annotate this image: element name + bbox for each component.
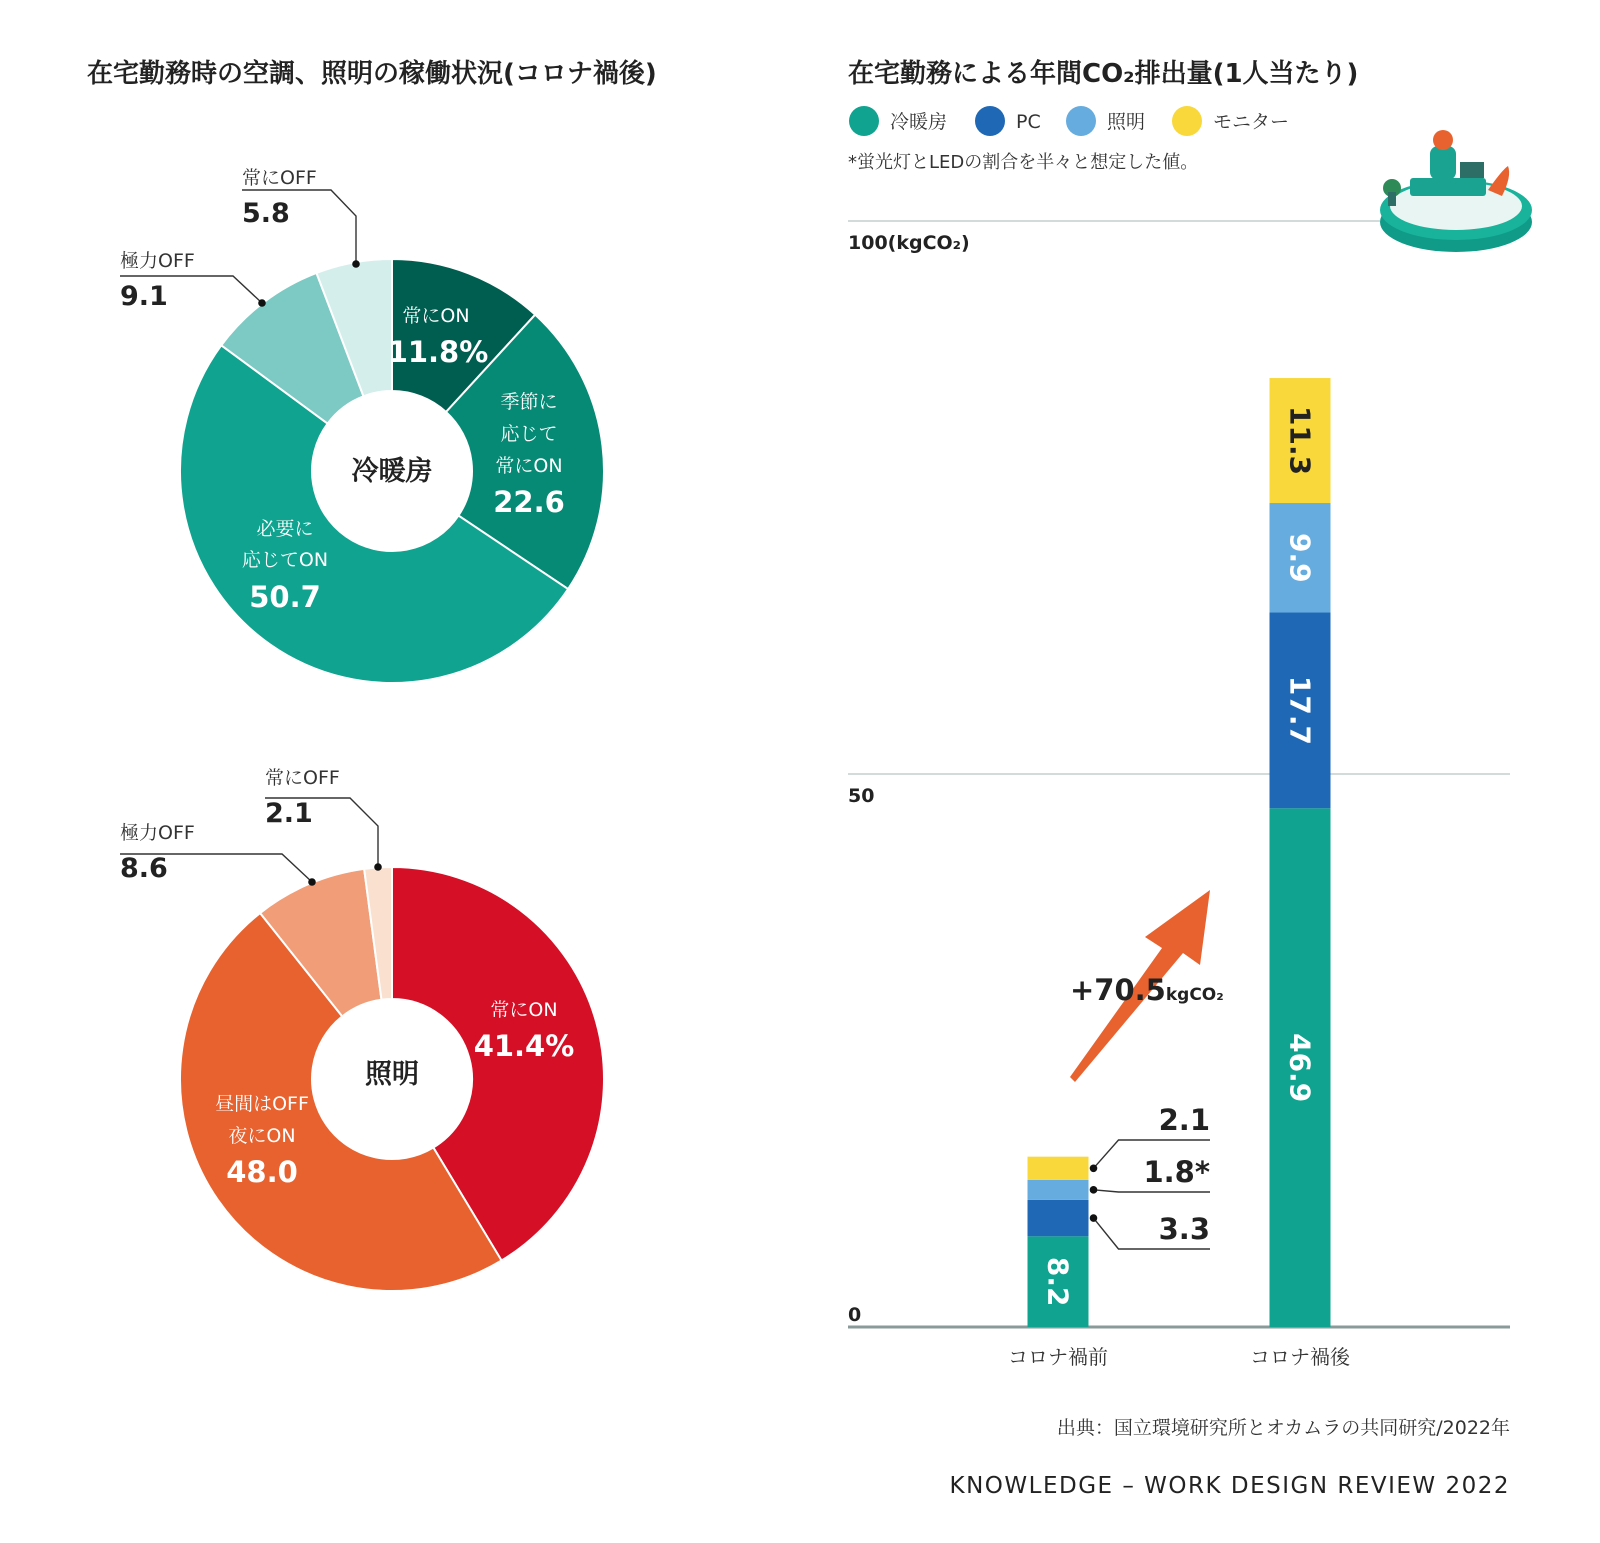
- hvac-center-label: 冷暖房: [351, 456, 433, 487]
- hvac-callout-always-off: [242, 167, 360, 268]
- legend-swatch-hvac: [849, 106, 879, 136]
- callout-label: 常にOFF: [265, 767, 340, 789]
- left-chart-title: 在宅勤務時の空調、照明の稼働状況(コロナ禍後): [87, 59, 657, 89]
- increase-value: [1070, 973, 1224, 1007]
- slice-label-text: 常にON: [402, 305, 470, 327]
- light-callout-mostly-off: [120, 822, 316, 886]
- light-slice-label-night-on: [215, 1093, 309, 1189]
- hvac-callout-mostly-off: [120, 250, 266, 312]
- legend-label-pc: PC: [1016, 111, 1041, 133]
- co2-bar-chart: [848, 221, 1510, 1369]
- y-tick-label: 100(kgCO₂): [848, 232, 970, 254]
- legend: [849, 106, 1289, 136]
- callout-dot: [374, 863, 382, 871]
- callout-value: 5.8: [242, 198, 290, 229]
- bar-segment: [1028, 1157, 1089, 1180]
- callout-dot: [352, 260, 360, 268]
- slice-value-text: 50.7: [249, 580, 321, 614]
- slice-value-text: 22.6: [493, 485, 565, 519]
- hvac-slice-label-seasonal: [493, 391, 565, 519]
- x-category-label: コロナ禍前: [1008, 1345, 1108, 1369]
- bar-callout-dot: [1090, 1214, 1098, 1222]
- increase-value-unit: kgCO₂: [1165, 985, 1224, 1005]
- bar-data-label: 9.9: [1283, 532, 1317, 583]
- slice-label-line1: 必要に: [256, 518, 314, 540]
- desk-illustration-icon: [1380, 130, 1532, 252]
- bar-data-label: 17.7: [1283, 675, 1317, 745]
- y-tick-label: 0: [848, 1304, 862, 1326]
- bar-callout-value: 2.1: [1158, 1103, 1210, 1137]
- legend-label-hvac: 冷暖房: [890, 111, 948, 133]
- slice-label-line2: 応じてON: [241, 549, 329, 571]
- slice-label-line3: 常にON: [495, 455, 563, 477]
- slice-label-line1: 季節に: [500, 391, 558, 413]
- lighting-center-label: 照明: [365, 1059, 419, 1090]
- bar-data-label: 46.9: [1283, 1033, 1317, 1103]
- legend-swatch-monitor: [1172, 106, 1202, 136]
- bar-data-label: 8.2: [1041, 1256, 1075, 1307]
- bar-segment: [1028, 1180, 1089, 1200]
- publication-footer: KNOWLEDGE – WORK DESIGN REVIEW 2022: [949, 1473, 1510, 1499]
- slice-label-line2: 夜にON: [228, 1125, 296, 1147]
- slice-value-text: 11.8%: [387, 335, 489, 369]
- callout-label: 常にOFF: [242, 167, 317, 189]
- callout-value: 2.1: [265, 798, 313, 829]
- legend-label-monitor: モニター: [1213, 111, 1290, 133]
- bar-data-label: 11.3: [1283, 405, 1317, 476]
- callout-label: 極力OFF: [120, 250, 195, 272]
- bar-callout-dot: [1090, 1186, 1098, 1194]
- increase-annotation: [1070, 890, 1224, 1082]
- legend-swatch-light: [1066, 106, 1096, 136]
- bar-segment: [1028, 1200, 1089, 1236]
- y-tick-label: 50: [848, 785, 875, 807]
- bar-callout-dot: [1090, 1164, 1098, 1172]
- slice-label-line1: 昼間はOFF: [215, 1093, 309, 1115]
- slice-value-text: 41.4%: [473, 1029, 575, 1063]
- bar-callout-value: 3.3: [1158, 1212, 1210, 1246]
- increase-value-number: +70.5: [1070, 973, 1166, 1007]
- right-chart-title: 在宅勤務による年間CO₂排出量(1人当たり): [848, 59, 1359, 89]
- legend-swatch-pc: [975, 106, 1005, 136]
- callout-value: 9.1: [120, 281, 168, 312]
- callout-label: 極力OFF: [120, 822, 195, 844]
- bar-callout-line: [1094, 1190, 1211, 1192]
- bar-callout-value: 1.8*: [1143, 1155, 1210, 1189]
- slice-value-text: 48.0: [226, 1155, 298, 1189]
- x-category-label: コロナ禍後: [1250, 1345, 1350, 1369]
- callout-dot: [258, 299, 266, 307]
- callout-dot: [308, 878, 316, 886]
- slice-label-line2: 応じて: [500, 423, 558, 445]
- footnote: *蛍光灯とLEDの割合を半々と想定した値。: [848, 152, 1199, 173]
- source-note: 出典：国立環境研究所とオカムラの共同研究/2022年: [1056, 1417, 1510, 1439]
- callout-value: 8.6: [120, 853, 168, 884]
- slice-label-text: 常にON: [490, 999, 558, 1021]
- legend-label-light: 照明: [1107, 111, 1146, 133]
